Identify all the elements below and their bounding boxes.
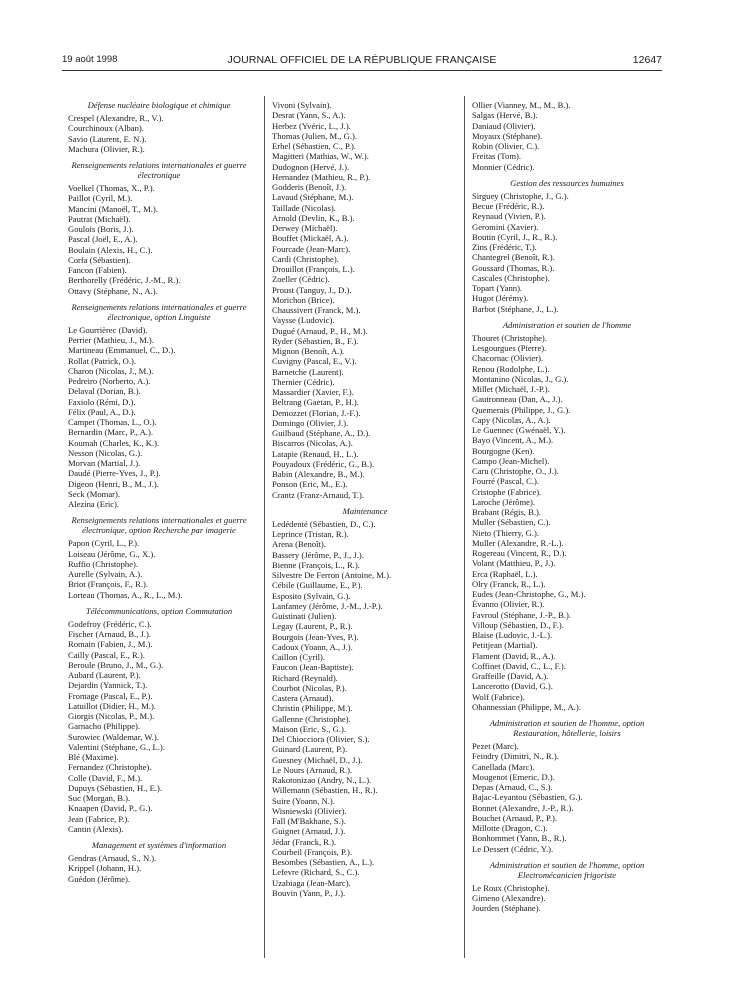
list-item: Capy (Nicolas, A., A.). xyxy=(472,414,551,425)
list-item: Loiseau (Jérôme, G., X.). xyxy=(68,548,156,559)
list-item: Beltrang (Gaetan, P., H.). xyxy=(272,397,359,408)
list-item: Bouchet (Arnaud, P., P.). xyxy=(472,812,557,823)
header-title: JOURNAL OFFICIEL DE LA RÉPUBLIQUE FRANÇAISE xyxy=(227,54,497,66)
list-item: Quemerais (Philippe, J., G.). xyxy=(472,404,571,415)
section xyxy=(68,840,250,884)
list-item: Crespel (Alexandre, R., V.). xyxy=(68,113,164,123)
list-item: Brabant (Régis, B.). xyxy=(472,507,541,517)
page-header xyxy=(62,54,662,70)
list-item: Vivoni (Sylvain). xyxy=(272,100,332,110)
list-item: Thernier (Cédric). xyxy=(272,376,335,387)
list-item: Pouyadoux (Frédéric, G., B.). xyxy=(272,458,375,469)
list-item: Fernandez (Christophe). xyxy=(68,762,152,773)
list-item: Erca (Raphaël, L.). xyxy=(472,568,538,579)
list-item: Le Dessert (Cédric, Y.). xyxy=(472,843,554,854)
column-2 xyxy=(272,100,458,904)
list-item: Boutin (Cyril, J., R., R.). xyxy=(472,231,558,242)
list-item: Robin (Olivier, C.). xyxy=(472,141,540,151)
section xyxy=(68,606,250,834)
list-item: Cailly (Pascal, E., R.). xyxy=(68,649,145,660)
list-item: Jédar (Franck, R.). xyxy=(272,836,337,847)
list-item: Pascal (Joël, E., A.). xyxy=(68,234,138,245)
header-rule xyxy=(62,70,662,71)
list-item: Delaval (Dorian, B.). xyxy=(68,386,141,397)
column-separator-1 xyxy=(264,96,265,958)
list-item: Cristophe (Fabrice). xyxy=(472,486,542,497)
list-item: Briot (François, F., R.). xyxy=(68,579,148,590)
list-item: Bourgogne (Ken). xyxy=(472,445,535,456)
list-item: Bonnet (Alexandre, J.-P., R.). xyxy=(472,802,574,813)
list-item: Godderis (Benoît, J.). xyxy=(272,182,347,192)
list-item: Jourden (Stéphane). xyxy=(472,903,541,914)
list-item: Nieto (Thierry, G.). xyxy=(472,527,539,538)
list-item: Thomas (Julien, M., G.). xyxy=(272,130,357,141)
section xyxy=(68,515,250,600)
list-item: Paillot (Cyril, M.). xyxy=(68,193,133,204)
list-item: Le Gourrièrec (David). xyxy=(68,324,148,335)
column-3 xyxy=(472,100,662,920)
list-item: Eudes (Jean-Christophe, G., M.). xyxy=(472,589,586,599)
list-item: Lancerotto (David, G.). xyxy=(472,681,553,692)
list-item: Christin (Philippe, M.). xyxy=(272,703,353,714)
list-item: Olry (Franck, R., L.). xyxy=(472,578,546,589)
list-item: Rakotonizao (Andry, N., L.). xyxy=(272,775,372,785)
section xyxy=(272,100,458,500)
list-item: Morvan (Martial, J.). xyxy=(68,458,141,468)
list-item: Topart (Yann). xyxy=(472,283,523,293)
list-item: Mougenot (Emeric, D.). xyxy=(472,771,555,782)
list-item: Cuvigny (Pascal, E., V.). xyxy=(272,356,357,367)
list-item: Chantegrel (Benoît, R.). xyxy=(472,252,555,263)
list-item: Lorteau (Thomas, A., R., L., M.). xyxy=(68,589,183,600)
section-title: Administration et soutien de l'homme xyxy=(502,319,632,330)
section-title: Maintenance xyxy=(342,505,388,516)
list-item: Fischer (Arnaud, B., J.). xyxy=(68,629,152,639)
list-item: Aubard (Laurent, P.). xyxy=(68,670,141,680)
list-item: Bouvin (Yann, P., J.). xyxy=(272,887,346,898)
list-item: Ponson (Eric, M., E.). xyxy=(272,479,348,490)
list-item: Pautrat (Michaël). xyxy=(68,213,131,224)
list-item: Becue (Frédéric, R.). xyxy=(472,201,545,211)
list-item: Magitteri (Mathias, W., W.). xyxy=(272,151,369,162)
list-item: Millotte (Dragon, C.). xyxy=(472,823,548,833)
list-item: Taillade (Nicolas). xyxy=(272,202,336,213)
list-item: Perrier (Mathieu, J., M.). xyxy=(68,335,154,345)
list-item: Crantz (Franz-Arnaud, T.). xyxy=(272,489,365,500)
section xyxy=(472,178,662,314)
list-item: Thouret (Christophe). xyxy=(472,332,547,343)
list-item: Blé (Maxime). xyxy=(68,752,119,762)
list-item: Daniaud (Olivier). xyxy=(472,120,536,131)
section xyxy=(472,100,662,172)
list-item: Gendras (Arnaud, S., N.). xyxy=(68,853,157,863)
list-item: Castera (Arnaud). xyxy=(272,693,334,703)
list-item: Gallenne (Christophe). xyxy=(272,713,351,724)
list-item: Lesgourgues (Pierre). xyxy=(472,343,547,353)
list-item: Dugué (Arnaud, P., H., M.). xyxy=(272,325,368,336)
list-item: Seck (Momar). xyxy=(68,488,121,499)
list-item: Guignet (Arnaud, J.). xyxy=(272,826,346,837)
section-title: Télécommunications, option Commutation xyxy=(85,605,233,616)
list-item: Guistinati (Julien). xyxy=(272,611,337,621)
list-item: Richard (Reynald). xyxy=(272,672,338,683)
list-item: Bienne (François, L., R.). xyxy=(272,559,360,570)
list-item: Cébile (Guillaume, E., P.). xyxy=(272,580,363,591)
list-item: Aurelle (Sylvain, A.). xyxy=(68,569,143,579)
list-item: Depas (Arnaud, C., S.). xyxy=(472,782,553,792)
list-item: Faxiolo (Rémi, D.). xyxy=(68,396,136,407)
list-item: Demozzet (Florian, J.-F.). xyxy=(272,407,361,418)
list-item: Domingo (Olivier, J.). xyxy=(272,417,349,428)
list-item: Voelkel (Thomas, X., P.). xyxy=(68,183,155,193)
list-item: Campet (Thomas, L., O.). xyxy=(68,417,157,427)
section xyxy=(472,320,662,712)
list-item: Guesney (Michaël, D., J.). xyxy=(272,754,363,765)
list-item: Martineau (Emmanuel, C., D.). xyxy=(68,345,176,356)
list-item: Fall (M'Bakhane, S.). xyxy=(272,816,346,826)
list-item: Zins (Frédéric, T.). xyxy=(472,242,537,252)
list-item: Félix (Paul, A., D.). xyxy=(68,406,136,417)
section-title: Management et systèmes d'information xyxy=(91,840,227,850)
list-item: Zoeller (Cédric). xyxy=(272,274,330,285)
list-item: Laroche (Jérôme). xyxy=(472,496,535,507)
list-item: Lefevre (Richard, S., C.). xyxy=(272,867,360,878)
list-item: Herbez (Yvéric, L., J.). xyxy=(272,120,351,131)
list-item: Guinard (Laurent, P.). xyxy=(272,744,348,755)
list-item: Vaysse (Ludovic). xyxy=(272,315,335,326)
list-item: Proust (Tanguy, J., D.). xyxy=(272,284,352,295)
section xyxy=(68,160,250,296)
list-item: Digeon (Henri, B., M., J.). xyxy=(68,478,159,489)
list-item: Desrat (Yann, S., A.). xyxy=(272,110,346,121)
list-item: Leprince (Tristan, R.). xyxy=(272,529,349,539)
list-item: Erhel (Sébastien, C., P.). xyxy=(272,141,357,151)
list-item: Volant (Matthieu, P., J.). xyxy=(472,558,556,569)
section xyxy=(68,302,250,510)
list-item: Le Nours (Arnaud, R.). xyxy=(272,764,353,775)
list-item: Dejardin (Yannick, T.). xyxy=(68,680,148,691)
list-item: Valentini (Stéphane, G., L.). xyxy=(68,741,165,752)
list-item: Ledédenté (Sébastien, D., C.). xyxy=(272,518,376,529)
list-item: Mignon (Benoît, A.). xyxy=(272,346,345,356)
list-item: Wisniewski (Olivier). xyxy=(272,805,347,816)
list-item: Fromage (Pascal, E., P.). xyxy=(68,690,153,701)
list-item: Colle (David, F., M.). xyxy=(68,772,143,783)
list-item: Le Roux (Christophe). xyxy=(472,882,550,893)
list-item: Graffeille (David, A.). xyxy=(472,671,549,681)
list-item: Monnier (Cédric). xyxy=(472,161,535,172)
list-item: Goussard (Thomas, R.). xyxy=(472,262,555,273)
list-item: Bouffet (Mickaël, A.). xyxy=(272,233,349,244)
list-item: Bassery (Jérôme, P., J., J.). xyxy=(272,549,364,560)
list-item: Millet (Michaël, J.-P.). xyxy=(472,384,550,394)
list-item: Berthorelly (Frédéric, J.-M., R.). xyxy=(68,275,181,286)
section xyxy=(68,100,250,154)
list-item: Jean (Fabrice, P.). xyxy=(68,813,130,824)
list-item: Villoup (Sébastien, D., F.). xyxy=(472,619,564,630)
column-separator-2 xyxy=(464,96,465,958)
list-item: Feindry (Dimitri, N., R.). xyxy=(472,751,559,762)
list-item: Willemann (Sébastien, H., R.). xyxy=(272,785,378,796)
list-item: Canellada (Marc). xyxy=(472,761,535,772)
list-item: Cascales (Christophe). xyxy=(472,272,550,283)
list-item: Rogereau (Vincent, R., D.). xyxy=(472,548,567,558)
list-item: Dupuys (Sébastien, H., E.). xyxy=(68,782,163,793)
list-item: Charon (Nicolas, J., M.). xyxy=(68,365,154,376)
list-item: Coffinet (David, C., L., F.). xyxy=(472,660,566,671)
list-item: Wolf (Fabrice). xyxy=(472,691,525,702)
list-item: Moyaux (Stéphane). xyxy=(472,130,543,141)
list-item: Godefroy (Frédéric, C.). xyxy=(68,618,152,629)
list-item: Chacornac (Olivier). xyxy=(472,353,544,364)
list-item: Lanfamey (Jérôme, J.-M., J.-P.). xyxy=(272,600,383,611)
list-item: Drouillot (François, L.). xyxy=(272,264,355,274)
section xyxy=(472,718,662,854)
list-item: Nesson (Nicolas, G.). xyxy=(68,447,143,458)
list-item: Cadoux (Yoann, A., J.). xyxy=(272,641,353,652)
section xyxy=(272,506,458,898)
list-item: Barbot (Stéphane, J., L.). xyxy=(472,303,559,314)
list-item: Caru (Christophe, O., J.). xyxy=(472,466,559,476)
list-item: Goulois (Boris, J.). xyxy=(68,224,134,234)
list-item: Cardi (Christophe). xyxy=(272,253,339,264)
header-date: 19 août 1998 xyxy=(62,54,118,65)
list-item: Derwey (Michaël). xyxy=(272,223,338,233)
list-item: Ollier (Vianney, M., M., B.). xyxy=(472,100,571,110)
list-item: Bayo (Vincent, A., M.). xyxy=(472,435,554,446)
list-item: Ottavy (Stéphane, N., A.). xyxy=(68,285,158,296)
list-item: Bourgois (Jean-Yves, P.). xyxy=(272,631,359,642)
list-item: Chaussivert (Franck, M.). xyxy=(272,305,361,315)
list-item: Suire (Yoann, N.). xyxy=(272,795,335,806)
section-title: Administration et soutien de l'homme, option Restauration, hôtellerie, loisirs xyxy=(489,718,645,738)
list-item: Ryder (Sébastien, B., F.). xyxy=(272,335,359,346)
section-title: Renseignements relations internationales et guerre électronique, option Recherche par imagerie xyxy=(71,515,247,536)
list-item: Lavaud (Stéphane, M.). xyxy=(272,192,354,203)
list-item: Favroul (Stéphane, J.-P., B.). xyxy=(472,609,572,620)
list-item: Renou (Rodolphe, L.). xyxy=(472,363,550,374)
list-item: Courbot (Nicolas, P.). xyxy=(272,682,347,693)
list-item: Bernardin (Marc, P., A.). xyxy=(68,427,153,438)
list-item: Biscarros (Nicolas, A.). xyxy=(272,438,353,449)
section-title: Gestion des ressources humaines xyxy=(510,177,624,188)
list-item: Silvestre De Ferron (Antoine, M.). xyxy=(272,570,392,580)
list-item: Suc (Morgan, B.). xyxy=(68,793,131,803)
list-item: Maison (Eric, S., G.). xyxy=(272,723,346,734)
list-item: Beroule (Bruno, J., M., G.). xyxy=(68,659,164,670)
list-item: Morichon (Brice). xyxy=(272,294,335,305)
list-item: Salgas (Hervé, B.). xyxy=(472,110,538,121)
list-item: Reynaud (Vivien, P.). xyxy=(472,211,546,222)
list-item: Papon (Cyril, L., P.). xyxy=(68,538,140,549)
list-item: Legay (Laurent, P., R.). xyxy=(272,621,353,632)
list-item: Garnacho (Philippe). xyxy=(68,721,141,732)
list-item: Gimeno (Alexandre). xyxy=(472,893,546,903)
list-item: Krippel (Johann, H.). xyxy=(68,863,142,874)
list-item: Fancon (Fabien). xyxy=(68,265,127,275)
section-title: Défense nucléaire biologique et chimique xyxy=(87,100,231,110)
list-item: Gautronneau (Dan, A., J.). xyxy=(472,394,563,405)
list-item: Le Guennec (Gwénaël, Y.). xyxy=(472,425,566,435)
list-item: Ohannessian (Philippe, M., A.). xyxy=(472,701,581,712)
list-item: Besombes (Sébastien, A., L.). xyxy=(272,857,375,867)
list-item: Petitjean (Martial). xyxy=(472,640,538,651)
section-title: Administration et soutien de l'homme, option Electromécanicien frigoriste xyxy=(489,859,645,880)
list-item: Savio (Laurent, E. N.). xyxy=(68,133,147,144)
list-item: Geromini (Xavier). xyxy=(472,221,539,232)
section-title: Renseignements relations internationales et guerre électronique, option Linguiste xyxy=(71,301,247,322)
list-item: Courchinoux (Alban). xyxy=(68,123,144,134)
list-item: Sirguey (Christophe, J., G.). xyxy=(472,190,569,201)
list-item: Mancini (Manoël, T., M.). xyxy=(68,203,158,214)
list-item: Dudognon (Hervé, J.). xyxy=(272,161,350,172)
list-item: Bonhommet (Yann, B., R.). xyxy=(472,833,567,844)
list-item: Machura (Olivier, R.). xyxy=(68,143,145,154)
list-item: Boulain (Alexis, H., C.). xyxy=(68,244,153,255)
list-item: Faucon (Jean-Baptiste). xyxy=(272,662,354,673)
list-item: Muller (Alexandre, R.-L.). xyxy=(472,537,564,548)
list-item: Montanino (Nicolas, J., G.). xyxy=(472,373,569,384)
list-item: Blaise (Ludovic, J.-L.). xyxy=(472,630,553,640)
list-item: Évanno (Olivier, R.). xyxy=(472,599,545,610)
list-item: Campo (Jean-Michel). xyxy=(472,455,550,466)
list-item: Guédon (Jérôme). xyxy=(68,873,131,884)
list-item: Arnold (Devlin, K., B.). xyxy=(272,212,355,223)
list-item: Barnetche (Laurent). xyxy=(272,366,344,377)
list-item: Uzabiaga (Jean-Marc). xyxy=(272,877,351,888)
list-item: Latapie (Renaud, H., L.). xyxy=(272,448,359,459)
list-item: Koumah (Charles, K., K.). xyxy=(68,437,160,448)
list-item: Caillon (Cyril). xyxy=(272,652,325,662)
list-item: Del Chiocciora (Olivier, S.). xyxy=(272,734,370,744)
list-item: Alezina (Eric). xyxy=(68,499,120,509)
list-item: Freitas (Tom). xyxy=(472,151,522,162)
list-item: Cantin (Alexis). xyxy=(68,823,124,834)
list-item: Fourré (Pascal, C.). xyxy=(472,476,540,487)
list-item: Ruffio (Christophe). xyxy=(68,558,139,569)
list-item: Massardier (Xavier, F.). xyxy=(272,387,354,397)
list-item: Hernandez (Mathieu, R., P.). xyxy=(272,171,371,182)
list-item: Guilbaud (Stéphane, A., D.). xyxy=(272,428,371,438)
list-item: Hugot (Jérémy). xyxy=(472,293,529,304)
list-item: Flament (David, R., A.). xyxy=(472,650,556,661)
column-1 xyxy=(68,100,250,890)
list-item: Bajac-Leyantou (Sébastien, G.). xyxy=(472,792,583,803)
list-item: Rollat (Patrick, O.). xyxy=(68,355,137,366)
list-item: Romain (Fabien, J., M.). xyxy=(68,639,153,650)
list-item: Surowiec (Waldemar, W.). xyxy=(68,731,159,742)
list-item: Babin (Alexandre, B., M.). xyxy=(272,469,365,479)
list-item: Esposito (Sylvain, G.). xyxy=(272,590,351,601)
list-item: Muller (Sébastien, C.). xyxy=(472,517,551,528)
section xyxy=(472,860,662,914)
list-item: Pedreiro (Norberto, A.). xyxy=(68,376,151,386)
section-title: Renseignements relations internationales et guerre électronique xyxy=(71,160,247,180)
list-item: Arena (Benoît). xyxy=(272,539,326,550)
list-item: Daudé (Pierre-Yves, J., P.). xyxy=(68,468,161,479)
list-item: Giorgis (Nicolas, P., M.). xyxy=(68,711,155,721)
list-item: Fourcade (Jean-Marc). xyxy=(272,243,351,254)
list-item: Pezet (Marc). xyxy=(472,741,519,751)
header-page-number: 12647 xyxy=(632,54,662,66)
list-item: Knaapen (David, P., G.). xyxy=(68,803,153,814)
list-item: Corfa (Sébastien). xyxy=(68,254,131,265)
list-item: Latuillot (Didier, H., M.). xyxy=(68,700,156,711)
list-item: Courbeil (François, P.). xyxy=(272,846,352,857)
